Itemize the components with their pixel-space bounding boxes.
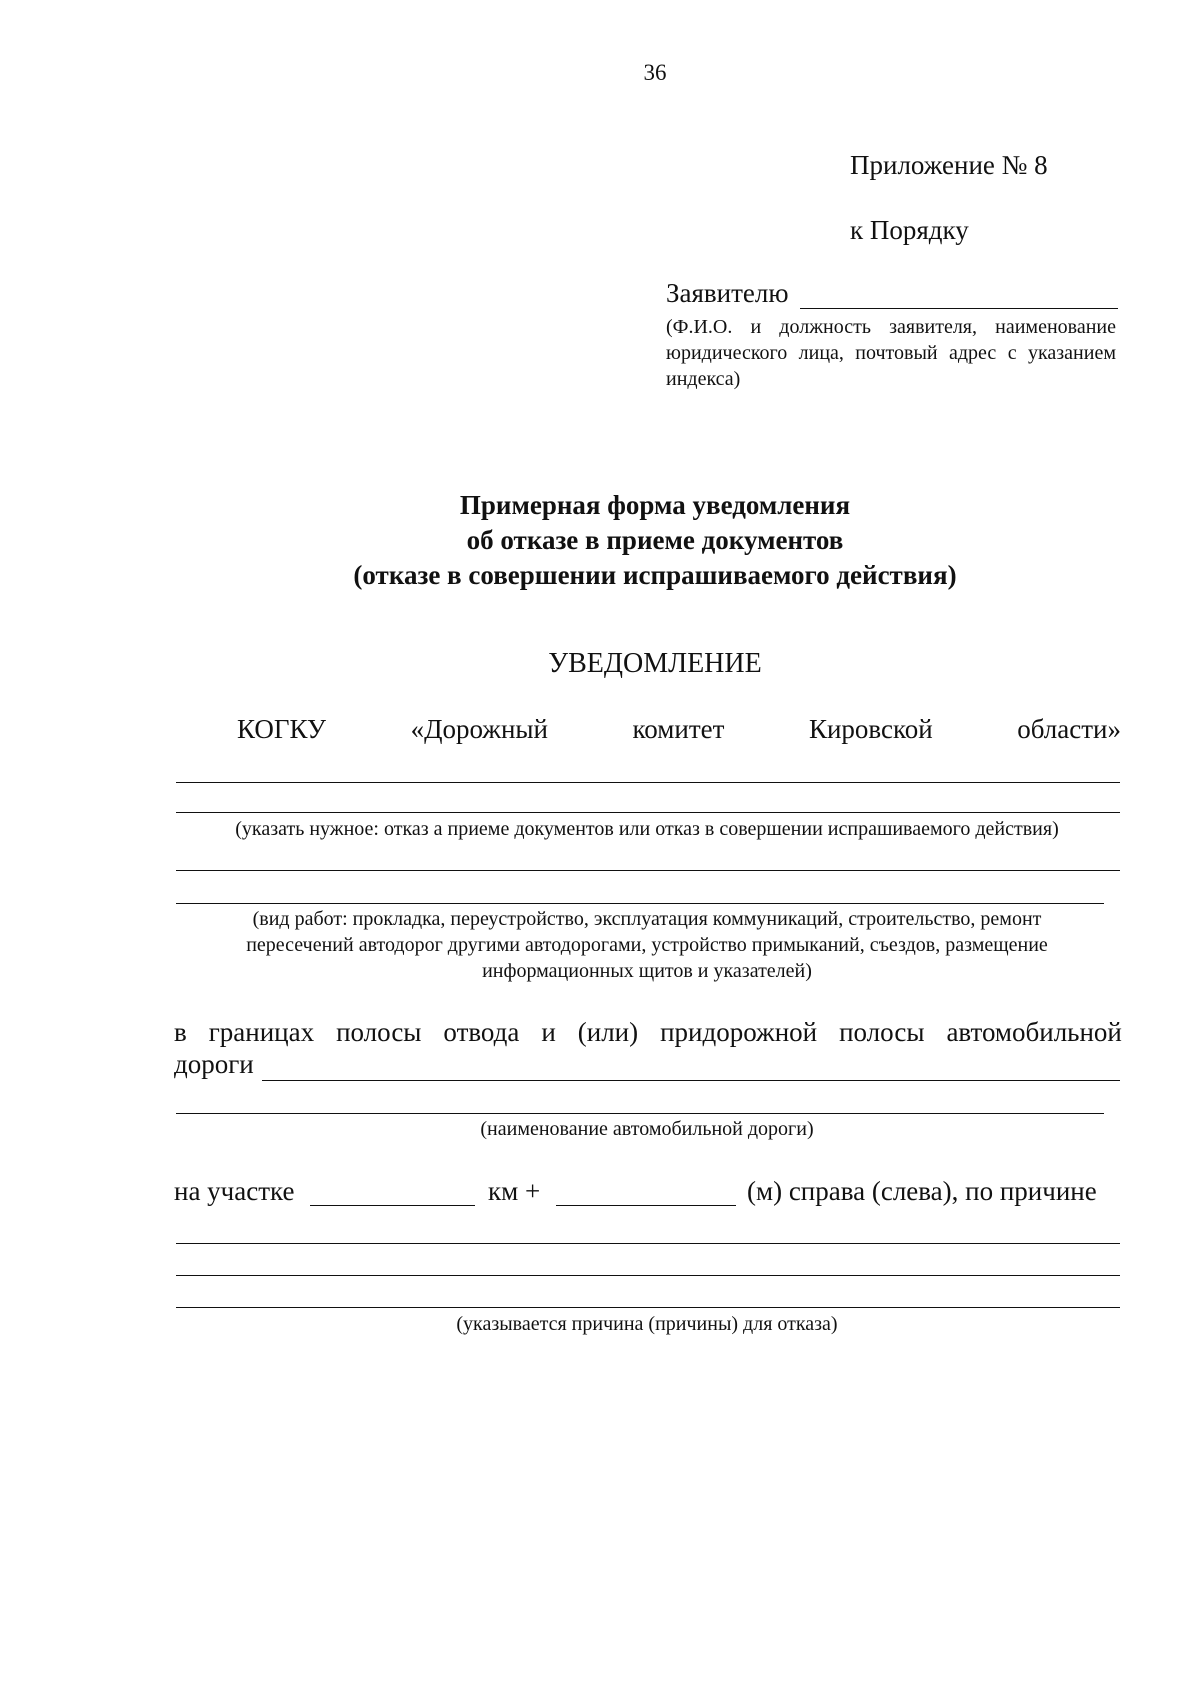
- km-label: км +: [488, 1176, 541, 1206]
- applicant-label: Заявителю: [666, 278, 789, 308]
- organization-name: [237, 714, 1121, 745]
- reason-line: [176, 1243, 1120, 1244]
- boundary-word: в: [174, 1017, 187, 1047]
- section-m-line: [556, 1205, 736, 1206]
- caption-road: (наименование автомобильной дороги): [480, 1118, 814, 1140]
- boundary-word: автомобильной: [946, 1017, 1122, 1047]
- form-title-line-3: (отказе в совершении испрашиваемого действия): [353, 560, 957, 590]
- reason-line: [176, 1275, 1120, 1276]
- caption-works-line-2: пересечений автодорог другими автодорогами, устройство примыканий, съездов, размещение: [246, 934, 1048, 956]
- caption-reason: (указывается причина (причины) для отказа): [456, 1313, 838, 1335]
- org-word: комитет: [632, 714, 725, 744]
- side-text: (м) справа (слева), по причине: [747, 1176, 1097, 1206]
- blank-line: [176, 903, 1104, 904]
- org-word: Кировской: [808, 714, 933, 744]
- form-title-line-2: об отказе в приеме документов: [466, 525, 844, 555]
- to-order-label: к Порядку: [850, 215, 969, 245]
- boundary-text: [174, 1017, 1122, 1048]
- section-label: на участке: [174, 1176, 295, 1206]
- applicant-hint: (Ф.И.О. и должность заявителя, наименование юридического лица, почтовый адрес с указанием индекса): [666, 316, 1116, 390]
- boundary-word: отвода: [443, 1017, 520, 1047]
- blank-line: [176, 870, 1120, 871]
- caption-choice: (указать нужное: отказ а приеме документов или отказ в совершении испрашиваемого действия): [235, 818, 1059, 840]
- reason-line: [176, 1307, 1120, 1308]
- appendix-label: Приложение № 8: [850, 150, 1048, 180]
- boundary-word: полосы: [336, 1017, 422, 1047]
- boundary-word: полосы: [839, 1017, 925, 1047]
- boundary-word: и: [541, 1017, 556, 1047]
- caption-works-line-1: (вид работ: прокладка, переустройство, эксплуатация коммуникаций, строительство, ремонт: [252, 908, 1042, 930]
- blank-line: [176, 812, 1120, 813]
- boundary-word: придорожной: [660, 1017, 818, 1047]
- road-name-line: [262, 1080, 1120, 1081]
- section-km-line: [310, 1205, 475, 1206]
- org-word: «Дорожный: [410, 714, 549, 744]
- applicant-field-line: [800, 308, 1118, 309]
- org-word: области»: [1017, 714, 1121, 744]
- page-number: 36: [643, 60, 667, 85]
- blank-line: [176, 1113, 1104, 1114]
- notice-heading: УВЕДОМЛЕНИЕ: [548, 648, 762, 679]
- blank-line: [176, 782, 1120, 783]
- form-title-line-1: Примерная форма уведомления: [459, 490, 851, 520]
- org-word: КОГКУ: [237, 714, 327, 744]
- boundary-word: (или): [577, 1017, 639, 1047]
- road-label: дороги: [174, 1049, 254, 1079]
- boundary-word: границах: [208, 1017, 315, 1047]
- caption-works-line-3: информационных щитов и указателей): [482, 960, 812, 982]
